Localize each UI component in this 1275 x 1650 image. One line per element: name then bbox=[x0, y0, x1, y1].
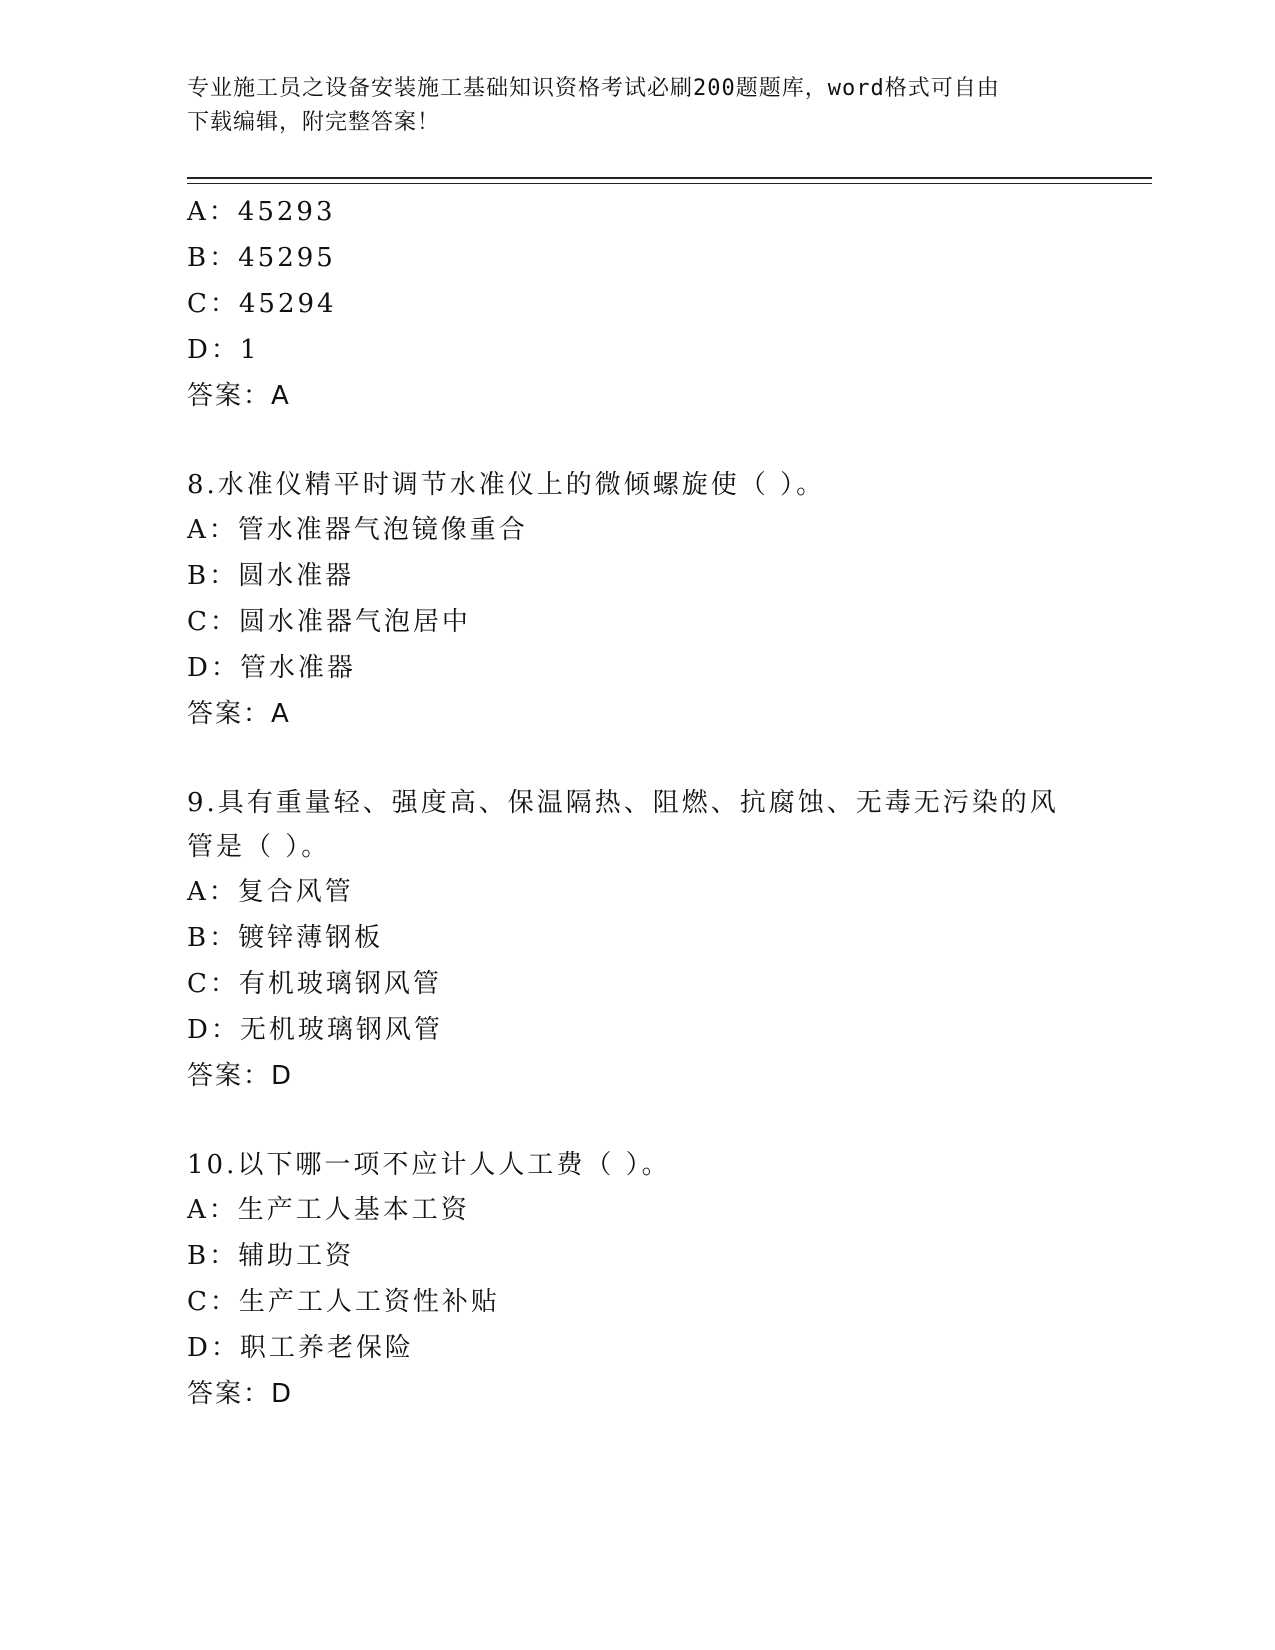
option-d: D：职工养老保险 bbox=[187, 1333, 414, 1363]
option-d: D：1 bbox=[187, 335, 260, 365]
question-title: 10.以下哪一项不应计人人工费（ ）。 bbox=[187, 1150, 671, 1180]
header-divider-thin bbox=[187, 183, 1152, 184]
option-a: A：45293 bbox=[187, 197, 336, 227]
option-b: B：辅助工资 bbox=[187, 1241, 355, 1271]
header-line-1: 专业施工员之设备安装施工基础知识资格考试必刷200题题库，word格式可自由 bbox=[187, 76, 1000, 101]
option-c: C：生产工人工资性补贴 bbox=[187, 1287, 500, 1317]
question-7 bbox=[187, 189, 1067, 419]
option-a: A：复合风管 bbox=[187, 877, 354, 907]
option-b: B：圆水准器 bbox=[187, 561, 355, 591]
option-c: C：有机玻璃钢风管 bbox=[187, 969, 442, 999]
question-9 bbox=[187, 781, 1067, 1099]
header-line-2: 下载编辑，附完整答案！ bbox=[187, 110, 441, 135]
option-c: C：圆水准器气泡居中 bbox=[187, 607, 471, 637]
document-header bbox=[187, 72, 1067, 140]
answer: 答案：D bbox=[187, 1379, 294, 1409]
spacer bbox=[187, 737, 1067, 781]
answer: 答案：D bbox=[187, 1061, 294, 1091]
option-b: B：45295 bbox=[187, 243, 336, 273]
question-title-line-2: 管是（ ）。 bbox=[187, 832, 331, 862]
option-a: A：管水准器气泡镜像重合 bbox=[187, 515, 528, 545]
option-a: A：生产工人基本工资 bbox=[187, 1195, 470, 1225]
header-divider-thick bbox=[187, 177, 1152, 179]
option-c: C：45294 bbox=[187, 289, 337, 319]
question-8 bbox=[187, 463, 1067, 737]
question-10 bbox=[187, 1143, 1067, 1417]
spacer bbox=[187, 419, 1067, 463]
answer: 答案：A bbox=[187, 699, 291, 729]
answer: 答案：A bbox=[187, 381, 291, 411]
spacer bbox=[187, 1099, 1067, 1143]
option-b: B：镀锌薄钢板 bbox=[187, 923, 384, 953]
option-d: D：管水准器 bbox=[187, 653, 356, 683]
question-title-line-1: 9.具有重量轻、强度高、保温隔热、阻燃、抗腐蚀、无毒无污染的风 bbox=[187, 788, 1059, 818]
question-title: 8.水准仪精平时调节水准仪上的微倾螺旋使（ ）。 bbox=[187, 470, 826, 500]
question-list bbox=[187, 189, 1067, 1417]
option-d: D：无机玻璃钢风管 bbox=[187, 1015, 443, 1045]
